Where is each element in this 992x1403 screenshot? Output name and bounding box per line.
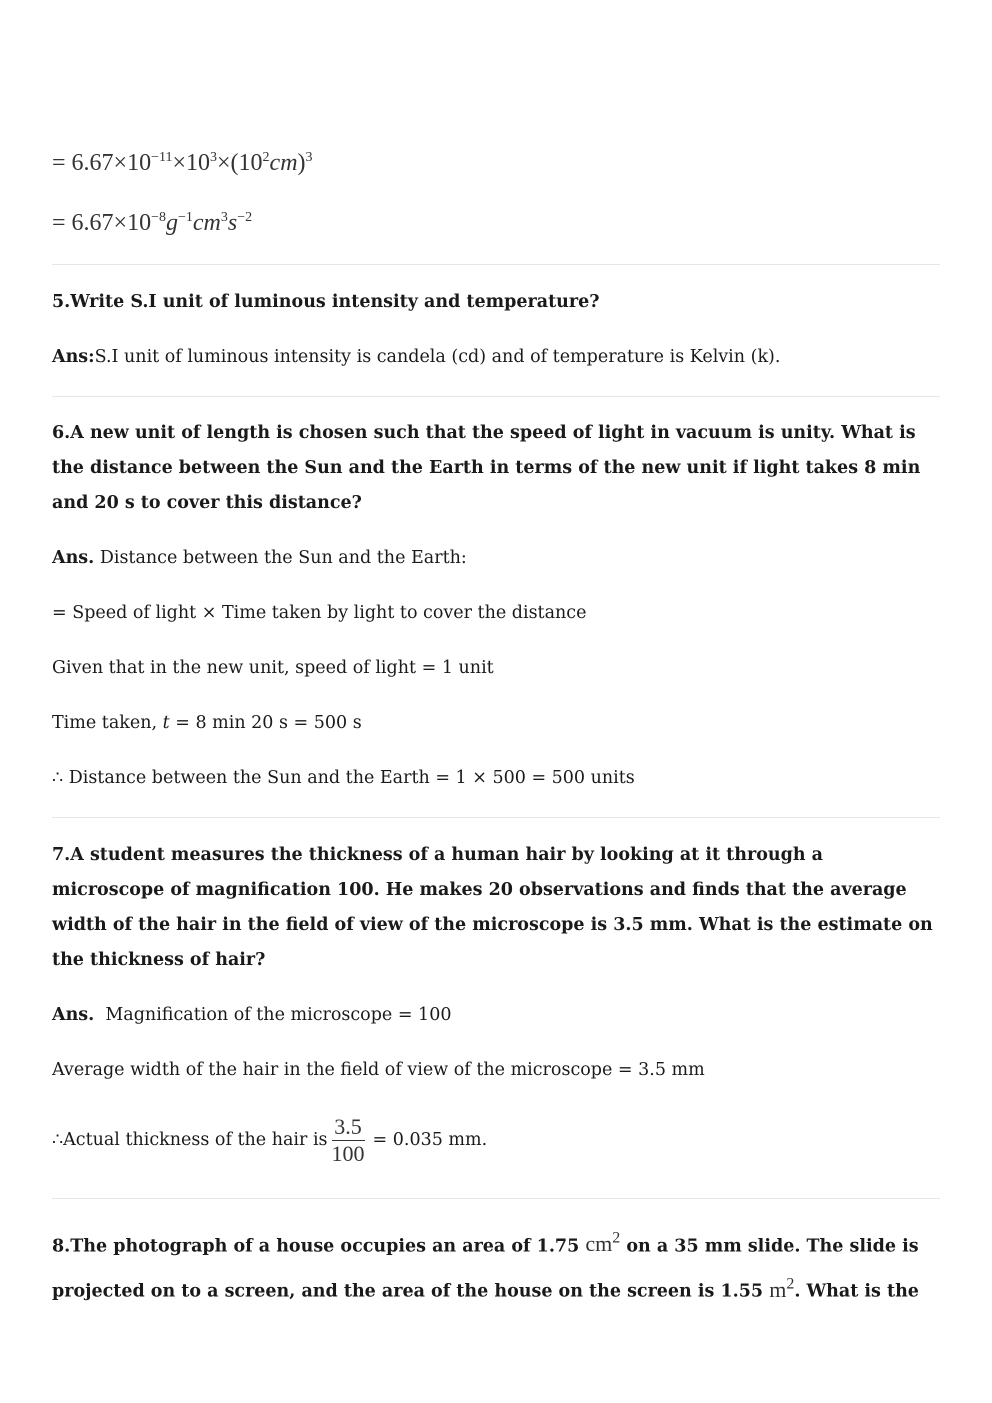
equation-line-1: = $6.67\times 10^{-11}\times 10^3\times(10^2cm)^3$ [52,150,313,176]
answer-5: Ans:S.I unit of luminous intensity is candela (cd) and of temperature is Kelvin (k). [52,347,781,367]
question-6: 6.A new unit of length is chosen such that the speed of light in vacuum is unity. What is the distance between the Sun and the Earth in terms of the new unit if light takes 8 min and 20 s to cover this distance? [52,423,921,513]
question-7: 7.A student measures the thickness of a human hair by looking at it through a microscope of magnification 100. He makes 20 observations and finds that the average width of the hair in the field of view of the microscope is 3.5 mm. What is the estimate on the thickness of hair? [52,845,933,970]
question-5: 5.Write S.I unit of luminous intensity and temperature? [52,292,600,312]
answer-6-time: Time taken, t = 8 min 20 s = 500 s [52,713,362,733]
answer-6-conclusion: ∴ Distance between the Sun and the Earth = 1 × 500 = 500 units [52,768,635,788]
divider [52,264,940,265]
answer-7-line-1: Ans. Magnification of the microscope = 100 [52,1005,452,1025]
answer-7-line-3: ∴Actual thickness of the hair is $\frac{3.5}{100}$ = 0.035 mm. [52,1114,488,1166]
divider [52,817,940,818]
fraction: $\frac{3.5}{100}$ [331,1114,365,1166]
question-8: 8.The photograph of a house occupies an area of 1.75 $cm^2$ on a 35 mm slide. The slide is projected on to a screen, and the area of the house on the screen is 1.55 $m^2$. What is the [52,1230,919,1302]
answer-6-line-2: = Speed of light × Time taken by light to cover the distance [52,603,587,623]
equation-line-2: = $6.67\times 10^{-8}g^{-1}cm^3s^{-2}$ [52,210,253,236]
answer-7-line-2: Average width of the hair in the field of view of the microscope = 3.5 mm [52,1060,705,1080]
divider [52,396,940,397]
answer-6-line-1: Ans. Distance between the Sun and the Earth: [52,548,467,568]
divider [52,1198,940,1199]
answer-6-line-3: Given that in the new unit, speed of light = 1 unit [52,658,494,678]
